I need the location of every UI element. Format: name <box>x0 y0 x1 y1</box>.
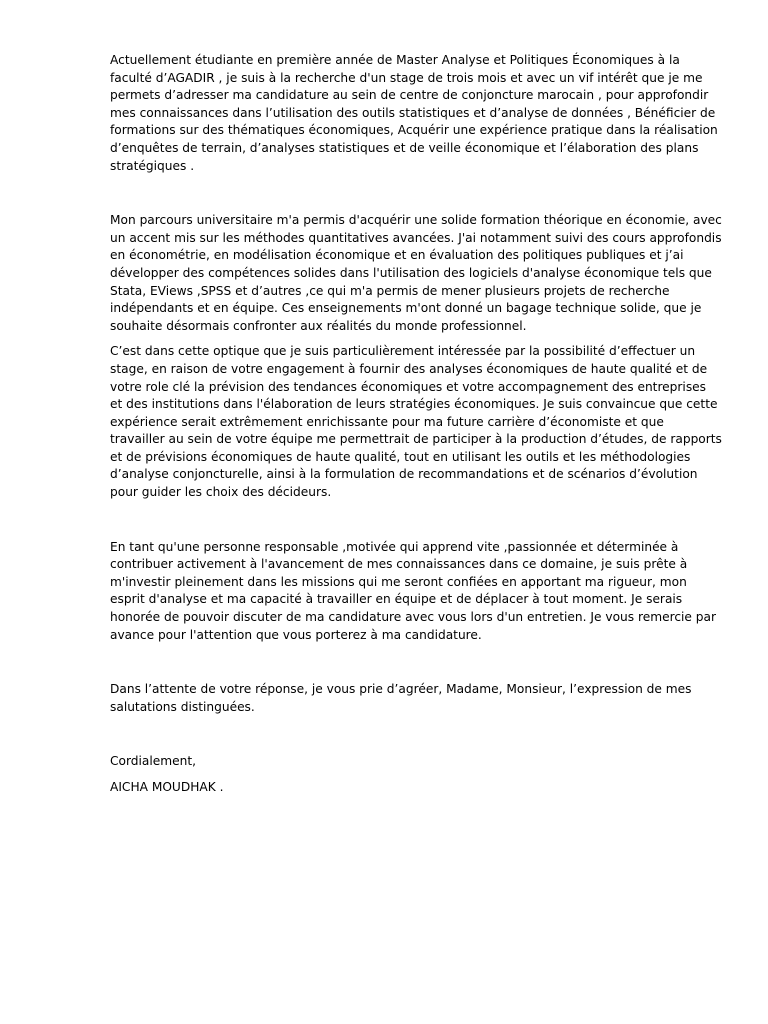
closing-line: Cordialement, <box>110 754 196 769</box>
paragraph-spacer <box>110 502 722 539</box>
paragraph-spacer <box>110 335 722 343</box>
paragraph-spacer <box>110 716 722 753</box>
paragraph-intro: Actuellement étudiante en première année de Master Analyse et Politiques Économiques à la faculté d’AGADIR , je suis à la recherche d'un stage de trois mois et avec un vif intérêt que je me permets d’adresser ma candidature au sein de centre de conjoncture marocain , pour approfondir mes connaissances dans l’utilisation des outils statistiques et d’analyse de données , Bénéficier de formations sur des thématiques économiques, Acquérir une expérience pratique dans la réalisation d’enquêtes de terrain, d’analyses statistiques et de veille économique et l’élaboration des plans stratégiques . <box>110 53 718 173</box>
paragraph-salutation: Dans l’attente de votre réponse, je vous prie d’agréer, Madame, Monsieur, l’expression de mes salutations distinguées. <box>110 682 692 714</box>
paragraph-qualities: En tant qu'une personne responsable ,motivée qui apprend vite ,passionnée et déterminée à contribuer activement à l'avancement de mes connaissances dans ce domaine, je suis prête à m'investir pleinement dans les missions qui me seront confiées en apportant ma rigueur, mon esprit d'analyse et ma capacité à travailler en équipe et de déplacer à tout moment. Je serais honorée de pouvoir discuter de ma candidature avec vous lors d'un entretien. Je vous remercie par avance pour l'attention que vous porterez à ma candidature. <box>110 539 717 642</box>
letter-body <box>110 52 722 797</box>
paragraph-motivation: C’est dans cette optique que je suis particulièrement intéressée par la possibilité d’effectuer un stage, en raison de votre engagement à fournir des analyses économiques de haute qualité et de votre role clé la prévision des tendances économiques et votre accompagnement des entreprises et des institutions dans l'élaboration de leurs stratégies économiques. Je suis convaincue que cette expérience serait extrêmement enrichissante pour ma future carrière d’économiste et que travailler au sein de votre équipe me permettrait de participer à la production d’études, de rapports et de prévisions économiques de haute qualité, tout en utilisant les outils et les méthodologies d’analyse conjoncturelle, ainsi à la formulation de recommandations et de scénarios d’évolution pour guider les choix des décideurs. <box>110 344 722 500</box>
signature-name: AICHA MOUDHAK . <box>110 780 224 794</box>
paragraph-spacer <box>110 644 722 681</box>
paragraph-background: Mon parcours universitaire m'a permis d'acquérir une solide formation théorique en économie, avec un accent mis sur les méthodes quantitatives avancées. J'ai notamment suivi des cours approfondis en économétrie, en modélisation économique et en évaluation des politiques publiques et j’ai développer des compétences solides dans l'utilisation des logiciels d'analyse économique tels que Stata, EViews ,SPSS et d’autres ,ce qui m'a permis de mener plusieurs projets de recherche indépendants et en équipe. Ces enseignements m'ont donné un bagage technique solide, que je souhaite désormais confronter aux réalités du monde professionnel. <box>110 213 722 333</box>
paragraph-spacer <box>110 175 722 212</box>
paragraph-spacer <box>110 771 722 779</box>
